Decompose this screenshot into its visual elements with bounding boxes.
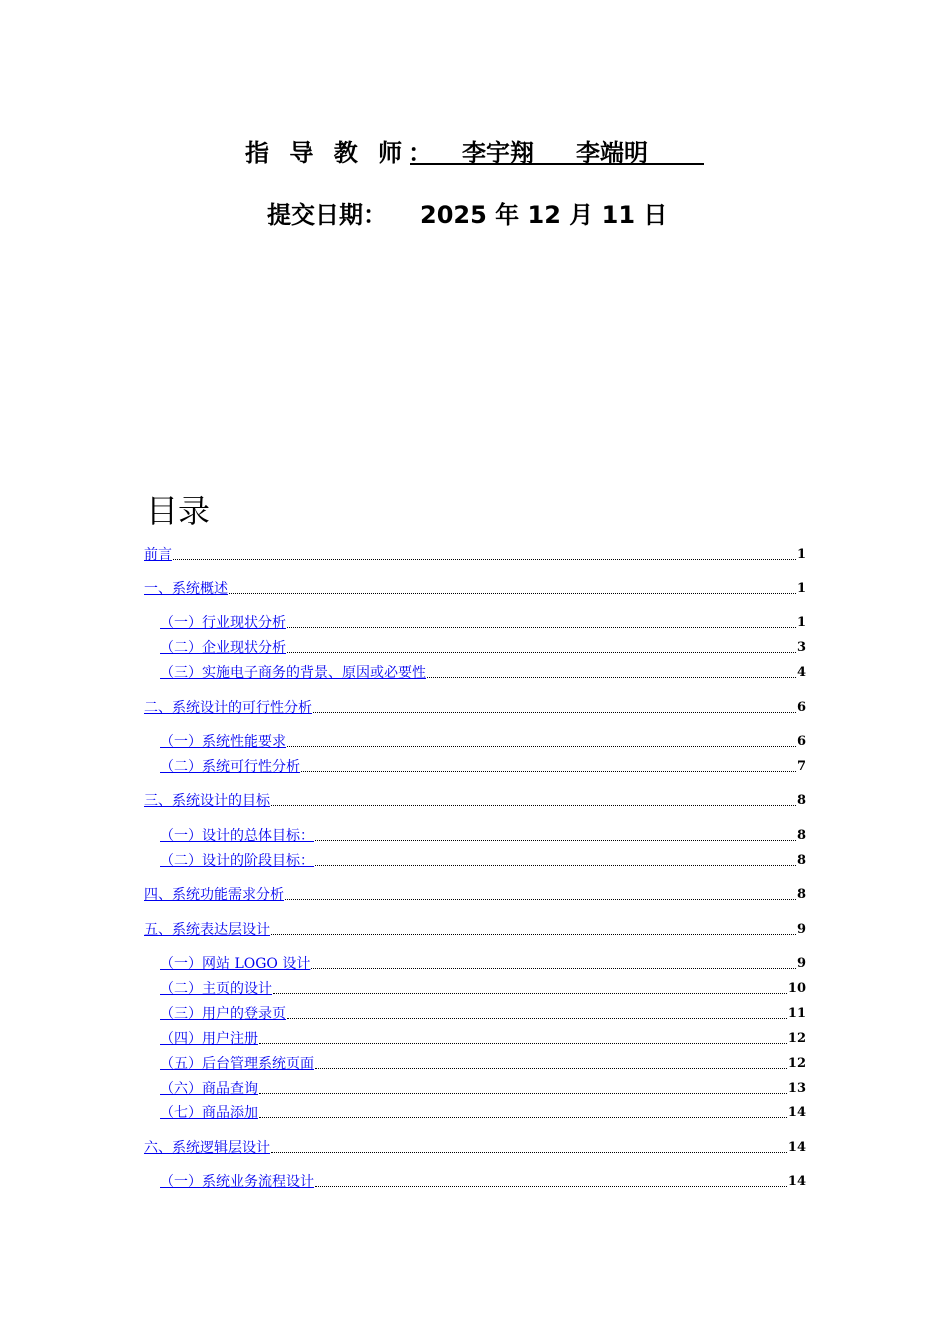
- toc-leader-dots: [427, 677, 796, 678]
- toc-entry-link[interactable]: （三）用户的登录页: [160, 1006, 286, 1022]
- advisor-name-2: 李端明: [576, 139, 648, 167]
- toc-entry[interactable]: [144, 1137, 806, 1157]
- toc-page-number: 11: [787, 1006, 806, 1021]
- toc-page-number: 4: [796, 665, 806, 680]
- toc-entry-link[interactable]: （六）商品查询: [160, 1081, 258, 1097]
- toc-entry-link[interactable]: （一）网站 LOGO 设计: [160, 956, 311, 972]
- toc-entry-link[interactable]: （四）用户注册: [160, 1031, 258, 1047]
- toc-page-number: 12: [787, 1031, 806, 1046]
- toc-page-number: 9: [796, 956, 806, 971]
- toc-page-number: 14: [787, 1174, 806, 1189]
- toc-leader-dots: [285, 899, 796, 900]
- toc-entry-link[interactable]: （二）设计的阶段目标：: [160, 853, 314, 869]
- toc-entry[interactable]: [160, 1102, 806, 1122]
- toc-leader-dots: [313, 712, 796, 713]
- toc-leader-dots: [271, 1152, 787, 1153]
- toc-leader-dots: [287, 1018, 787, 1019]
- toc-entry[interactable]: [160, 1171, 806, 1191]
- toc-entry[interactable]: [160, 850, 806, 870]
- toc-leader-dots: [271, 934, 796, 935]
- toc-leader-dots: [173, 559, 796, 560]
- toc-entry[interactable]: [160, 1053, 806, 1073]
- submission-date-label: 提交日期：: [267, 201, 387, 229]
- toc-leader-dots: [229, 593, 796, 594]
- toc-leader-dots: [259, 1117, 787, 1118]
- toc-entry-link[interactable]: （七）商品添加: [160, 1105, 258, 1121]
- toc-page-number: 12: [787, 1056, 806, 1071]
- advisor-name-1: 李宇翔: [462, 139, 534, 167]
- toc-page-number: 8: [796, 828, 806, 843]
- toc-entry[interactable]: [144, 884, 806, 904]
- toc-entry-link[interactable]: （一）系统业务流程设计: [160, 1174, 314, 1190]
- toc-page-number: 3: [796, 640, 806, 655]
- toc-page-number: 13: [787, 1081, 806, 1096]
- toc-leader-dots: [301, 771, 796, 772]
- toc-leader-dots: [259, 1093, 787, 1094]
- toc-entry[interactable]: [160, 612, 806, 632]
- toc-entry[interactable]: [144, 790, 806, 810]
- toc-entry[interactable]: [144, 544, 806, 564]
- toc-leader-dots: [315, 865, 796, 866]
- toc-leader-dots: [315, 840, 796, 841]
- toc-entry-link[interactable]: （一）系统性能要求: [160, 734, 286, 750]
- toc-entry-link[interactable]: 一、系统概述: [144, 581, 228, 597]
- toc-entry[interactable]: [160, 637, 806, 657]
- toc-entry[interactable]: [160, 662, 806, 682]
- toc-entry[interactable]: [144, 578, 806, 598]
- toc-entry-link[interactable]: （二）企业现状分析: [160, 640, 286, 656]
- toc-entry[interactable]: [144, 697, 806, 717]
- toc-entry-link[interactable]: 六、系统逻辑层设计: [144, 1140, 270, 1156]
- toc-leader-dots: [287, 652, 796, 653]
- toc-leader-dots: [287, 746, 796, 747]
- toc-entry[interactable]: [144, 919, 806, 939]
- toc-leader-dots: [287, 627, 796, 628]
- toc-page-number: 1: [796, 615, 806, 630]
- toc-entry-link[interactable]: 五、系统表达层设计: [144, 922, 270, 938]
- toc-page-number: 6: [796, 700, 806, 715]
- toc-entry-link[interactable]: 三、系统设计的目标: [144, 793, 270, 809]
- toc-entry[interactable]: [160, 1003, 806, 1023]
- toc-entry[interactable]: [160, 825, 806, 845]
- submission-date-value: 2025 年 12 月 11 日: [420, 201, 668, 229]
- toc-entry-link[interactable]: （五）后台管理系统页面: [160, 1056, 314, 1072]
- toc-leader-dots: [311, 968, 796, 969]
- toc-entry[interactable]: [160, 978, 806, 998]
- toc-page-number: 9: [796, 922, 806, 937]
- toc-leader-dots: [271, 805, 796, 806]
- toc-leader-dots: [259, 1043, 787, 1044]
- advisor-label: 指 导 教 师：: [245, 139, 439, 167]
- toc-page-number: 1: [796, 547, 806, 562]
- toc-entry-link[interactable]: （二）系统可行性分析: [160, 759, 300, 775]
- toc-page-number: 14: [787, 1105, 806, 1120]
- toc-page-number: 1: [796, 581, 806, 596]
- toc-entry-link[interactable]: （一）设计的总体目标：: [160, 828, 314, 844]
- toc-title: 目录: [146, 492, 211, 530]
- toc-leader-dots: [315, 1068, 787, 1069]
- toc-page-number: 14: [787, 1140, 806, 1155]
- toc-page-number: 6: [796, 734, 806, 749]
- toc-page-number: 7: [796, 759, 806, 774]
- toc-entry-link[interactable]: 四、系统功能需求分析: [144, 887, 284, 903]
- toc-entry[interactable]: [160, 756, 806, 776]
- toc-entry-link[interactable]: 前言: [144, 547, 172, 563]
- toc-page-number: 8: [796, 887, 806, 902]
- toc-entry[interactable]: [160, 953, 806, 973]
- toc-entry[interactable]: [160, 1078, 806, 1098]
- toc-page-number: 10: [787, 981, 806, 996]
- toc-entry-link[interactable]: （三）实施电子商务的背景、原因或必要性: [160, 665, 426, 681]
- toc-page-number: 8: [796, 793, 806, 808]
- toc-leader-dots: [315, 1186, 787, 1187]
- toc-entry-link[interactable]: （一）行业现状分析: [160, 615, 286, 631]
- toc-entry-link[interactable]: （二）主页的设计: [160, 981, 272, 997]
- toc-page-number: 8: [796, 853, 806, 868]
- advisor-names-underline: [410, 133, 704, 165]
- toc-entry-link[interactable]: 二、系统设计的可行性分析: [144, 700, 312, 716]
- toc-entry[interactable]: [160, 731, 806, 751]
- toc-entry[interactable]: [160, 1028, 806, 1048]
- toc-leader-dots: [273, 993, 787, 994]
